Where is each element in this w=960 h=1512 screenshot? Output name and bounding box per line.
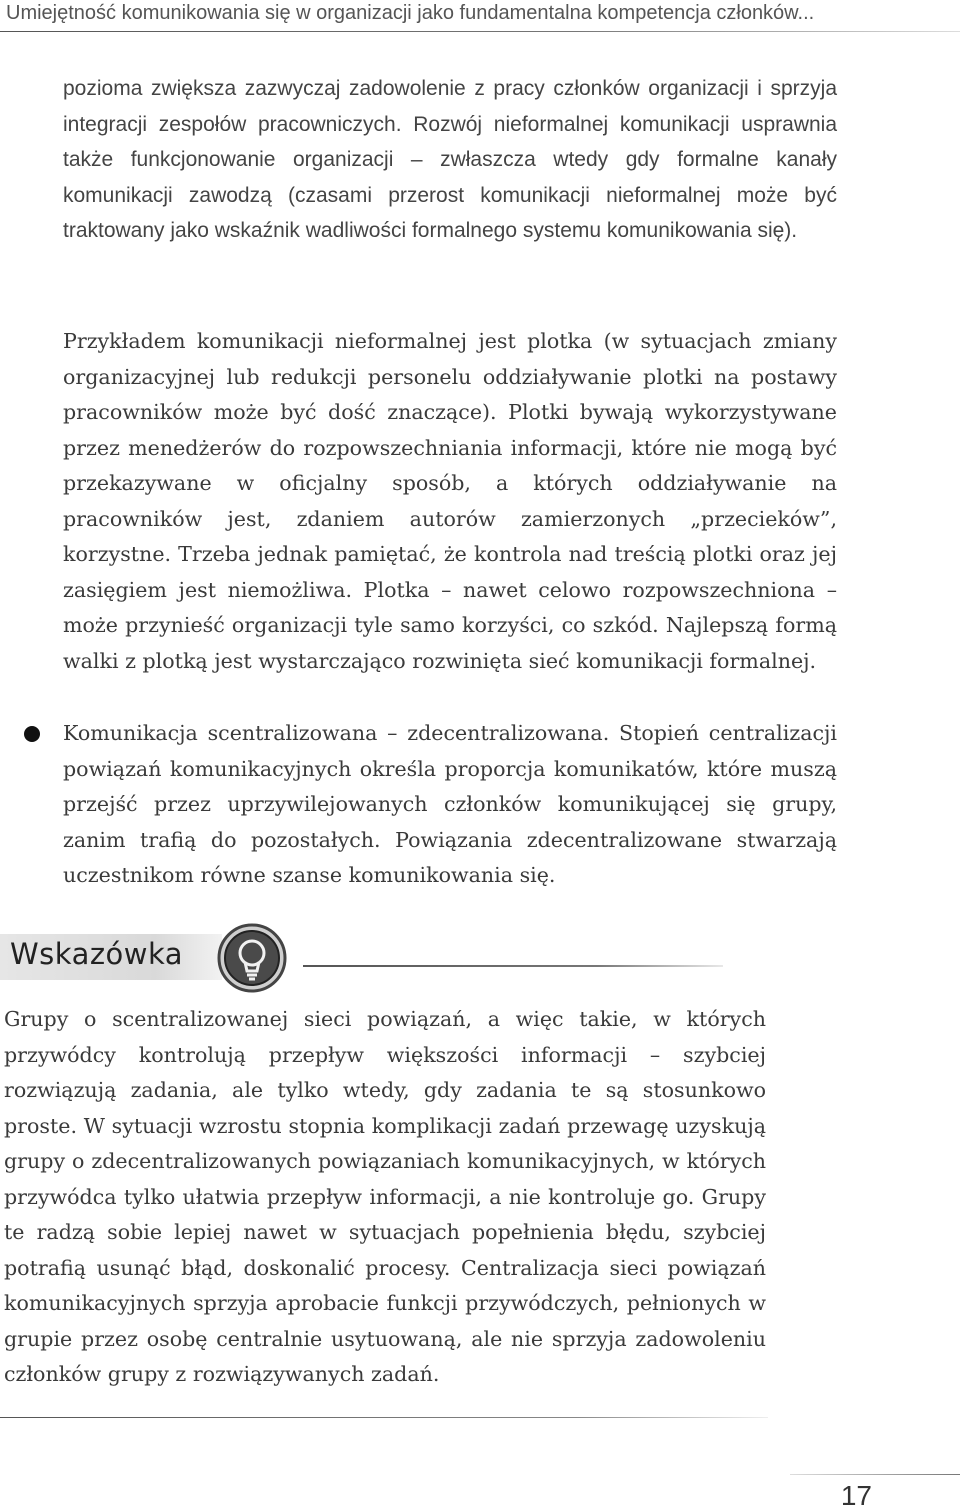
bottom-rule xyxy=(0,1417,768,1418)
lightbulb-icon xyxy=(216,922,288,994)
paragraph-gossip: Przykładem komunikacji nieformalnej jest plotka (w sytuacjach zmiany organizacyjnej lub redukcji personelu oddziaływanie plotki na postawy pracowników może być dość znaczące). Plotki bywają wykorzystywane przez menedżerów do rozpowszechniania informacji, które nie mogą być przekazywane w oficjalny sposób, a których oddziaływanie na pracowników jest, zdaniem autorów zamierzonych „przecieków”, korzystne. Trzeba jednak pamiętać, że kontrola nad treścią plotki oraz jej zasięgiem jest niemożliwa. Plotka – nawet celowo rozpowszechniona – może przynieść organizacji tyle samo korzyści, co szkód. Najlepszą formą walki z plotką jest wystarczająco rozwinięta sieć komunikacji formalnej. xyxy=(63,329,837,673)
paragraph-1-sans-part-2: Rozwój nieformalnej komunikacji usprawnia także funkcjonowanie organizacji – zwłaszcza wtedy gdy formalne kanały komunikacji zawodzą (czasami przerost komunikacji nieformalnej może być traktowany jako wskaźnik wadliwości formalnego systemu komunikowania się). xyxy=(63,112,838,242)
bullet-centralization: Komunikacja scentralizowana – zdecentralizowana. Stopień centralizacji powiązań komunikacyjnych określa proporcja komunikatów, które muszą przejść przez uprzywilejowanych członków komunikującej się grupy, zanim trafią do pozostałych. Powiązania zdecentralizowane stwarzają uczestnikom równe szanse komunikowania się. xyxy=(63,721,837,887)
header-rule xyxy=(0,31,960,32)
tip-label: Wskazówka xyxy=(10,937,184,971)
tip-paragraph: Grupy o scentralizowanej sieci powiązań, a więc takie, w których przywódcy kontrolują przepływ większości informacji – szybciej rozwiązują zadania, ale tylko wtedy, gdy zadania te są stosunkowo proste. W sytuacji wzrostu stopnia komplikacji zadań przewagę uzyskują grupy o zdecentralizowanych powiązaniach komunikacyjnych, w których przywódca tylko ułatwia przepływ informacji, a nie kontroluje go. Grupy te radzą sobie lepiej nawet w sytuacjach popełnienia błędu, szybciej potrafią usunąć błąd, doskonalić procesy. Centralizacja sieci powiązań komunikacyjnych sprzyja aprobacie funkcji przywódczych, pełnionych w grupie przez osobę centralnie usytuowaną, ale nie sprzyja zadowoleniu członków grupy z rozwiązywanych zadań. xyxy=(4,1007,766,1386)
page-number: 17 xyxy=(840,1480,872,1511)
bullet-dot xyxy=(24,726,40,742)
running-head: Umiejętność komunikowania się w organizacji jako fundamentalna kompetencja członków... xyxy=(6,2,815,24)
paragraph-1-sans-part: pozioma zwiększa zazwyczaj zadowolenie z pracy członków organizacji i sprzyja integracji zespołów pracowniczych. xyxy=(63,77,837,136)
tip-rule xyxy=(303,965,723,967)
paragraph-informal-communication xyxy=(63,71,837,249)
page-number-rule xyxy=(790,1474,960,1475)
